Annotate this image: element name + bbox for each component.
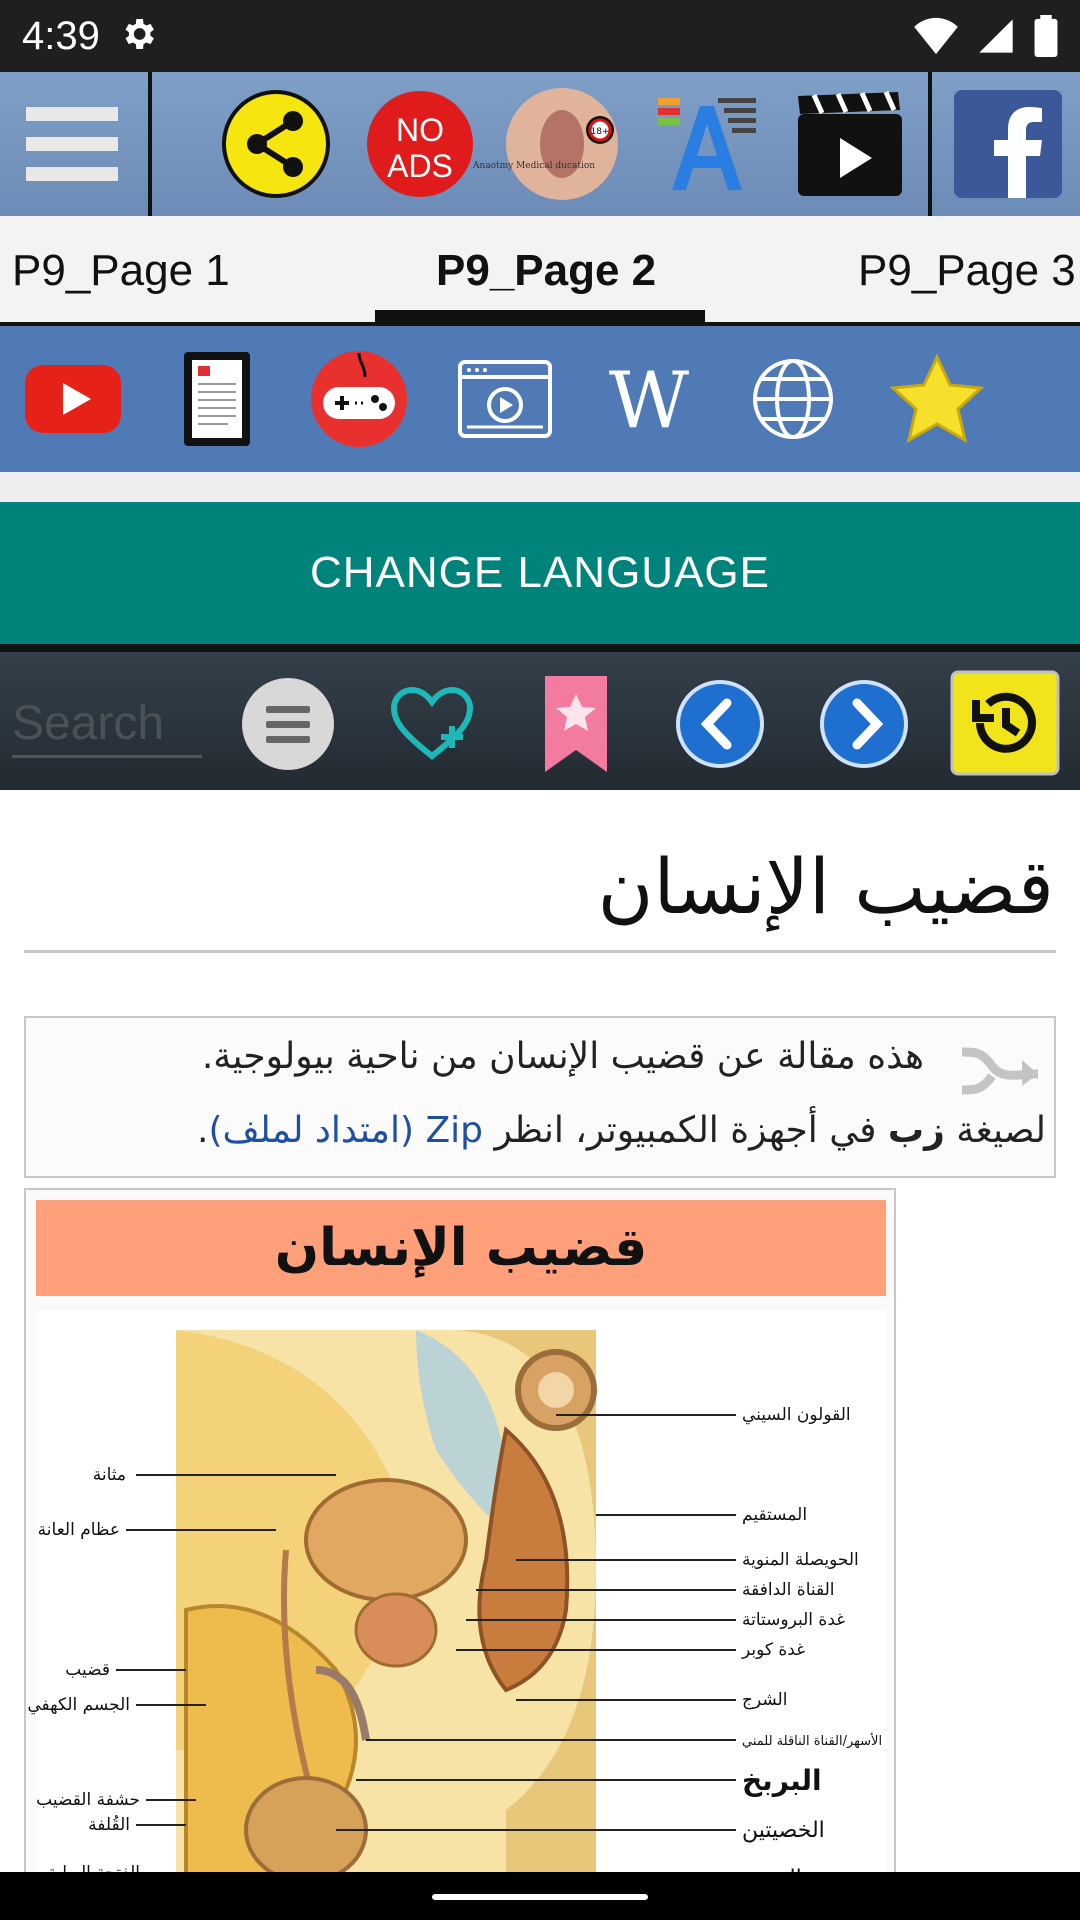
diagram-label-left-3: الجسم الكهفي [27, 1695, 130, 1715]
infobox [24, 1188, 896, 1888]
age-badge-text: 18+ [590, 127, 610, 137]
diagram-label-right-1: المستقيم [742, 1505, 808, 1525]
diagram-label-right-0: القولون السيني [742, 1405, 851, 1425]
signal-icon [976, 16, 1016, 56]
diagram-label-right-4: غدة البروستاتة [742, 1610, 846, 1630]
article-content [0, 790, 1080, 1872]
wifi-icon [914, 16, 958, 56]
notice-bold-term: زب [887, 1110, 945, 1151]
favorites-star-icon[interactable] [884, 346, 990, 452]
back-arrow-icon[interactable] [670, 674, 770, 774]
diagram-label-right-5: غدة كوبر [742, 1640, 806, 1660]
tab-page-2[interactable]: P9_Page 2 [436, 246, 657, 295]
article-title: قضيب الإنسان [597, 842, 1054, 931]
notice-middle: في أجهزة الكمبيوتر، انظر [494, 1110, 877, 1151]
anatomy-caption: Anaotmy Medical ducation [472, 161, 596, 171]
notice-end: . [196, 1110, 209, 1151]
diagram-label-right-9: الخصيتين [742, 1818, 825, 1843]
tab-page-1[interactable]: P9_Page 1 [12, 246, 230, 295]
button-shadow [0, 644, 1080, 652]
toolbar-divider-2 [928, 72, 932, 216]
search-input[interactable] [12, 692, 202, 758]
diagram-label-right-3: القناة الدافقة [742, 1580, 835, 1600]
ebook-reader-icon[interactable] [164, 346, 270, 452]
anatomy-diagram-image[interactable] [27, 1310, 886, 1890]
wikipedia-icon[interactable] [596, 346, 702, 452]
status-icons [914, 15, 1058, 57]
no-ads-text-2: ADS [387, 148, 453, 184]
facebook-icon[interactable] [950, 86, 1066, 202]
svg-text:W: W [608, 356, 690, 446]
share-icon[interactable] [218, 86, 334, 202]
no-ads-text-1: NO [396, 112, 444, 148]
notice-line-1: هذه مقالة عن قضيب الإنسان من ناحية بيولوجية. [201, 1036, 924, 1077]
status-bar [0, 0, 1080, 72]
anatomy-app-icon[interactable] [472, 86, 620, 202]
history-icon[interactable] [950, 670, 1060, 776]
globe-icon[interactable] [740, 346, 846, 452]
app-toolbar [0, 72, 1080, 216]
youtube-icon[interactable] [20, 346, 126, 452]
toolbar-divider [148, 72, 152, 216]
no-ads-icon[interactable] [362, 86, 478, 202]
add-favorite-heart-icon[interactable] [382, 674, 482, 774]
spacer [0, 472, 1080, 502]
notice-line-2 [197, 1110, 1046, 1151]
zip-article-link[interactable]: Zip (امتداد لملف) [208, 1110, 483, 1151]
tab-page-3[interactable]: P9_Page 3 [858, 246, 1076, 295]
diagram-label-left-2: قضيب [65, 1660, 110, 1680]
status-time: 4:39 [22, 13, 100, 58]
notice-prefix: لصيغة [956, 1110, 1046, 1151]
active-tab-indicator [375, 310, 705, 324]
infobox-title: قضيب الإنسان [36, 1200, 886, 1296]
diagram-label-left-0: مثانة [92, 1465, 126, 1485]
diagram-label-right-2: الحويصلة المنوية [742, 1550, 859, 1570]
game-controller-icon[interactable] [306, 346, 412, 452]
diagram-label-right-6: الشرج [742, 1690, 788, 1710]
font-size-icon[interactable] [648, 86, 764, 202]
diagram-label-right-7: الأسهر/القناة الناقلة للمني [742, 1734, 883, 1749]
quick-links-bar [0, 326, 1080, 472]
title-divider [24, 950, 1056, 953]
battery-icon [1034, 15, 1058, 57]
forward-arrow-icon[interactable] [814, 674, 914, 774]
list-menu-icon[interactable] [238, 674, 338, 774]
diagram-label-left-1: عظام العانة [37, 1520, 120, 1540]
video-player-icon[interactable] [452, 346, 558, 452]
bookmark-icon[interactable] [526, 674, 626, 774]
search-toolbar [0, 652, 1080, 790]
settings-gear-icon [118, 14, 158, 58]
home-gesture-handle[interactable] [432, 1894, 648, 1900]
disambiguation-notice [24, 1016, 1056, 1178]
video-clapper-icon[interactable] [792, 86, 908, 202]
disambiguation-icon [958, 1034, 1042, 1100]
diagram-label-left-4: حشفة القضيب [36, 1790, 140, 1810]
system-nav-bar [0, 1872, 1080, 1920]
menu-hamburger-icon[interactable] [14, 86, 130, 202]
change-language-button[interactable]: CHANGE LANGUAGE [0, 502, 1080, 644]
diagram-label-left-5: القُلفة [88, 1815, 130, 1835]
diagram-label-right-8: البربخ [742, 1764, 822, 1797]
